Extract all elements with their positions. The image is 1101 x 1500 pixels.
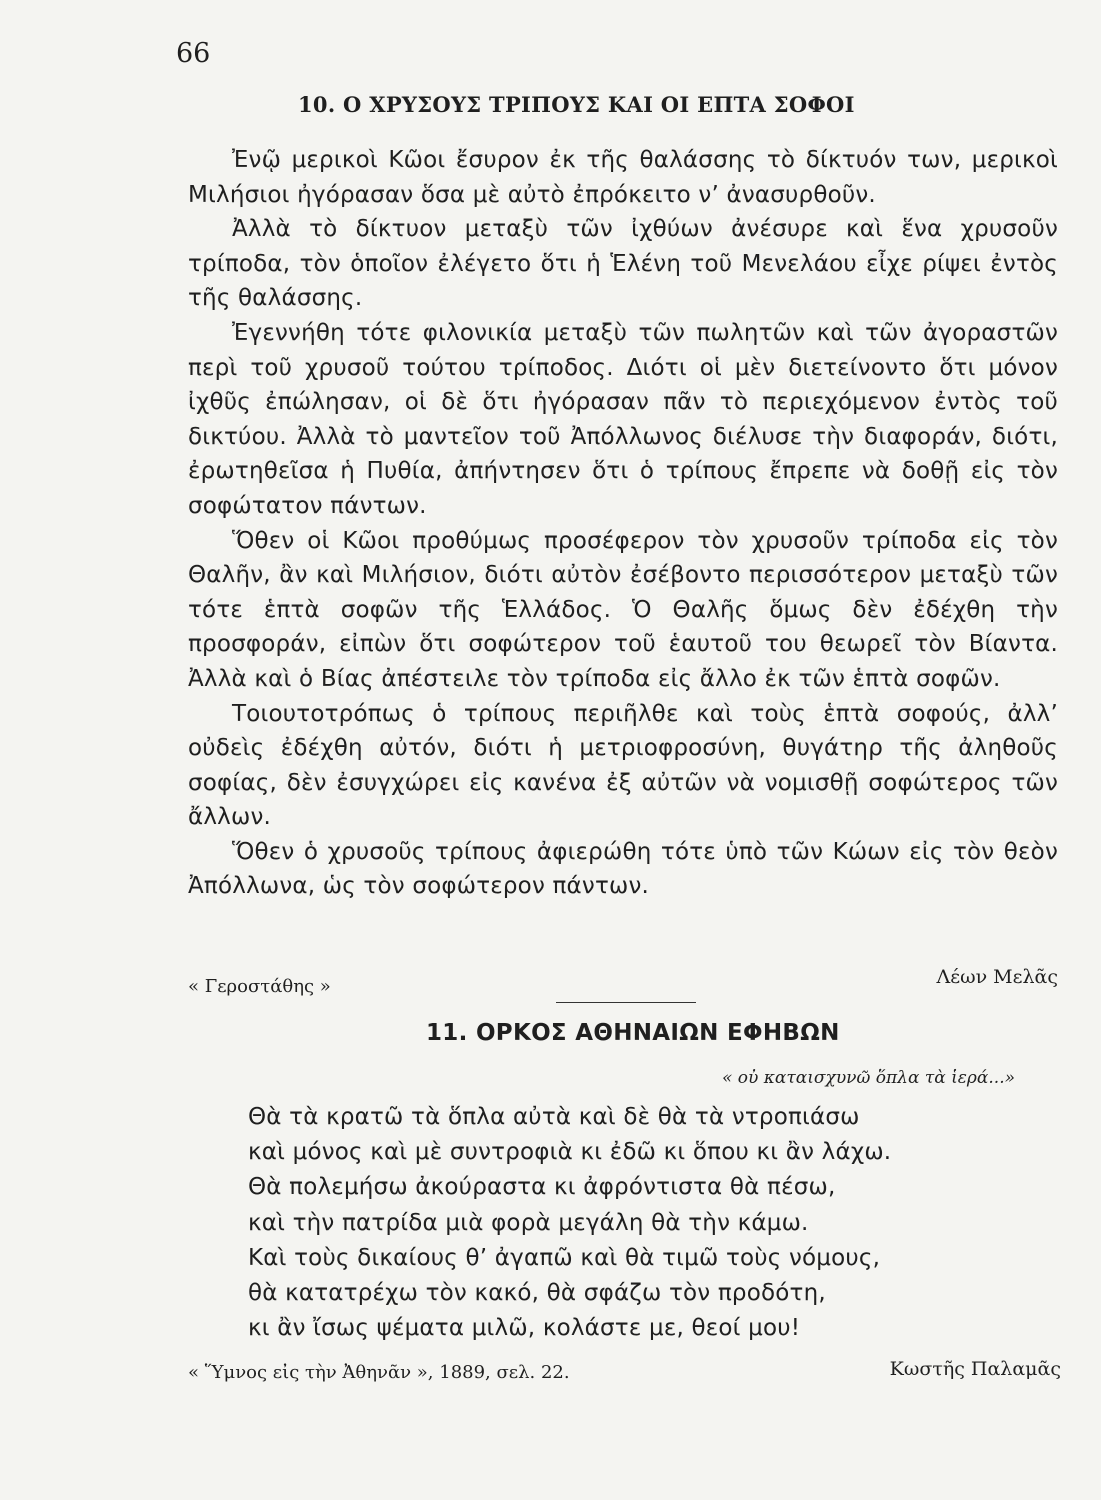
section-divider [556, 1002, 696, 1003]
poem [248, 1100, 891, 1346]
paragraph: Ἐγεννήθη τότε φιλονικία μεταξὺ τῶν πωλητῶν καὶ τῶν ἀγοραστῶν περὶ τοῦ χρυσοῦ τούτου τρίποδος. Διότι οἱ μὲν διετείνοντο ὅτι μόνον ἰχθῦς ἐπώλησαν, οἱ δὲ ὅτι ἠγόρασαν πᾶν τὸ περιεχόμενον ἐντὸς τοῦ δικτύου. Ἀλλὰ τὸ μαντεῖον τοῦ Ἀπόλλωνος διέλυσε τὴν διαφοράν, διότι, ἐρωτηθεῖσα ἡ Πυθία, ἀπήντησεν ὅτι ὁ τρίπους ἔπρεπε νὰ δοθῇ εἰς τὸν σοφώτατον πάντων. [188, 319, 1058, 519]
paragraph: Ἐνῷ μερικοὶ Κῶοι ἔσυρον ἐκ τῆς θαλάσσης τὸ δίκτυόν των, μερικοὶ Μιλήσιοι ἠγόρασαν ὅσα μὲ αὐτὸ ἐπρόκειτο ν’ ἀνασυρθοῦν. [188, 147, 1058, 208]
paragraph: Ἀλλὰ τὸ δίκτυον μεταξὺ τῶν ἰχθύων ἀνέσυρε καὶ ἕνα χρυσοῦν τρίποδα, τὸν ὁποῖον ἐλέγετο ὅτι ἡ Ἑλένη τοῦ Μενελάου εἶχε ρίψει ἐντὸς τῆς θαλάσσης. [188, 216, 1058, 312]
poem-line: κι ἂν ἴσως ψέματα μιλῶ, κολάστε με, θεοί μου! [248, 1315, 801, 1342]
paragraph: Τοιουτοτρόπως ὁ τρίπους περιῆλθε καὶ τοὺς ἑπτὰ σοφούς, ἀλλ’ οὐδεὶς ἐδέχθη αὐτόν, διότι ἡ μετριοφροσύνη, θυγάτηρ τῆς ἀληθοῦς σοφίας, δὲν ἐσυγχώρει εἰς κανένα ἐξ αὐτῶν νὰ νομισθῇ σοφώτερος τῶν ἄλλων. [188, 700, 1058, 831]
poem-author: Κωστῆς Παλαμᾶς [889, 1358, 1061, 1380]
story-source: « Γεροστάθης » [188, 976, 331, 997]
paragraph: Ὅθεν οἱ Κῶοι προθύμως προσέφερον τὸν χρυσοῦν τρίποδα εἰς τὸν Θαλῆν, ἂν καὶ Μιλήσιον, διότι αὐτὸν ἐσέβοντο περισσότερον μεταξὺ τῶν τότε ἑπτὰ σοφῶν τῆς Ἑλλάδος. Ὁ Θαλῆς ὅμως δὲν ἐδέχθη τὴν προσφοράν, εἰπὼν ὅτι σοφώτερον τοῦ ἑαυτοῦ του θεωρεῖ τὸν Βίαντα. Ἀλλὰ καὶ ὁ Βίας ἀπέστειλε τὸν τρίποδα εἰς ἄλλο ἐκ τῶν ἑπτὰ σοφῶν. [188, 527, 1058, 692]
poem-line: Θὰ πολεμήσω ἀκούραστα κι ἀφρόντιστα θὰ πέσω, [248, 1174, 836, 1201]
section-title-ephebic-oath: 11. ΟΡΚΟΣ ΑΘΗΝΑΙΩΝ ΕΦΗΒΩΝ [426, 1020, 840, 1046]
section-title-golden-tripod: 10. Ο ΧΡΥΣΟΥΣ ΤΡΙΠΟΥΣ ΚΑΙ ΟΙ ΕΠΤΑ ΣΟΦΟΙ [298, 92, 855, 117]
epigraph: « οὐ καταισχυνῶ ὅπλα τὰ ἱερά...» [721, 1068, 1015, 1088]
poem-line: καὶ μόνος καὶ μὲ συντροφιὰ κι ἐδῶ κι ὅπου κι ἂν λάχω. [248, 1139, 892, 1166]
story-text [188, 143, 1058, 904]
poem-line: καὶ τὴν πατρίδα μιὰ φορὰ μεγάλη θὰ τὴν κάμω. [248, 1209, 809, 1236]
story-author: Λέων Μελᾶς [936, 966, 1058, 988]
poem-line: Θὰ τὰ κρατῶ τὰ ὅπλα αὐτὰ καὶ δὲ θὰ τὰ ντροπιάσω [248, 1104, 860, 1130]
paragraph: Ὅθεν ὁ χρυσοῦς τρίπους ἀφιερώθη τότε ὑπὸ τῶν Κώων εἰς τὸν θεὸν Ἀπόλλωνα, ὡς τὸν σοφώτερον πάντων. [188, 838, 1058, 900]
poem-line: θὰ κατατρέχω τὸν κακό, θὰ σφάζω τὸν προδότη, [248, 1280, 826, 1307]
poem-line: Καὶ τοὺς δικαίους θ’ ἀγαπῶ καὶ θὰ τιμῶ τοὺς νόμους, [248, 1244, 881, 1271]
poem-source: « Ὕμνος εἰς τὴν Ἀθηνᾶν », 1889, σελ. 22. [188, 1362, 570, 1383]
page-number: 66 [176, 38, 211, 69]
